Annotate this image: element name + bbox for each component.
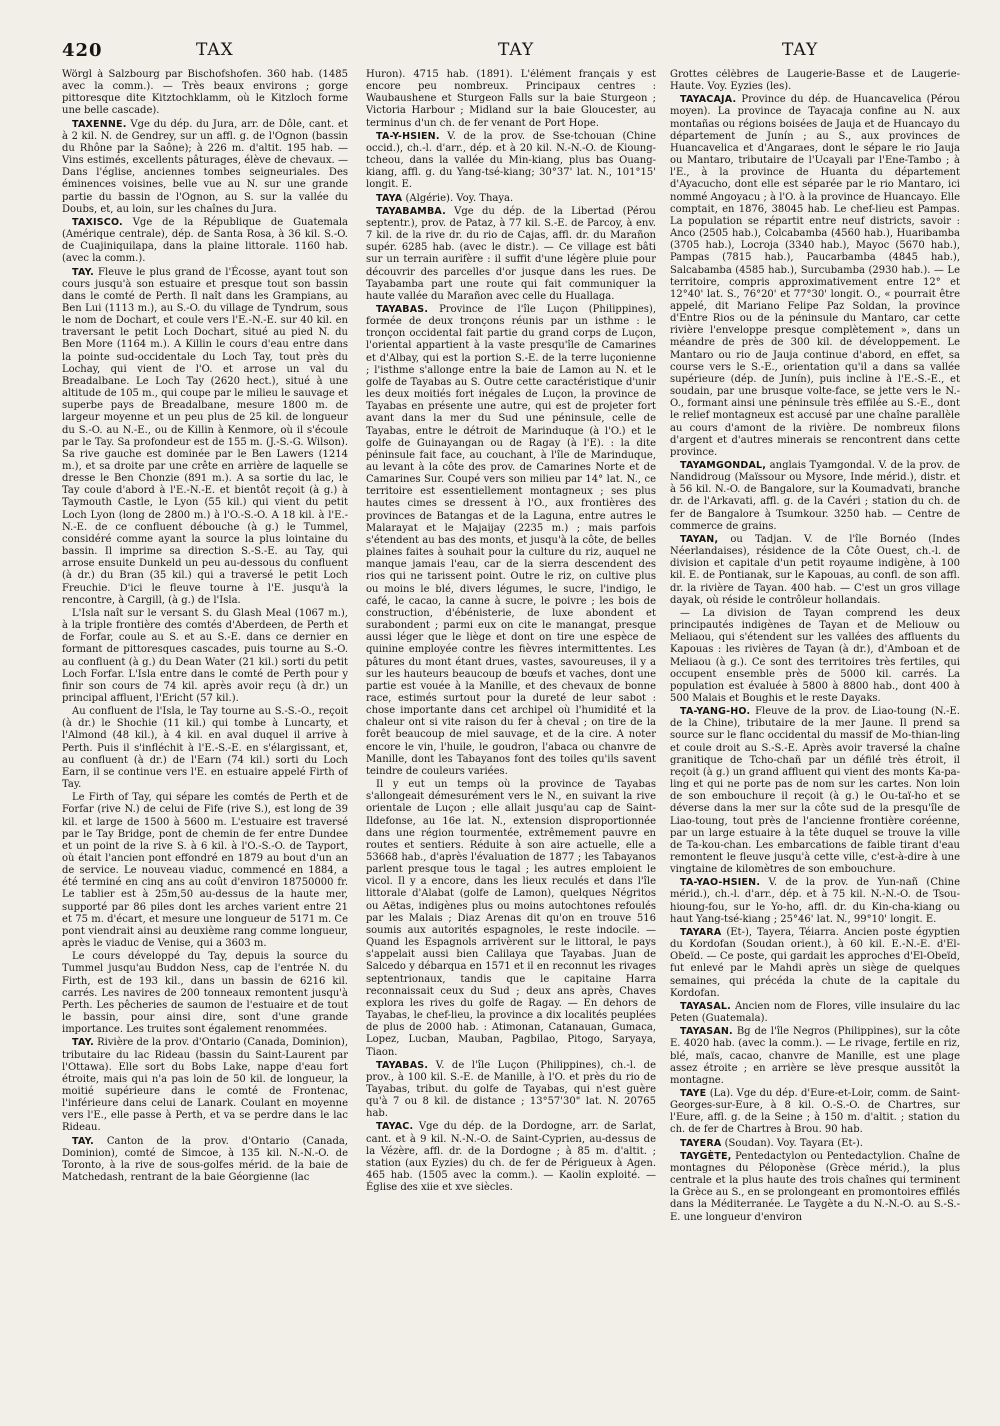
entry-text: Au confluent de l'Isla, le Tay tourne au S.-S.-O., reçoit (à dr.) le Shochie (11 kil.) qui tombe à Luncarty, et l'Almond (48 kil.), à 4 kil. en aval duquel il arrive à Perth. Puis il s'infléchit à l'E.-S.-E. en s'élargissant, et, au confluent (à dr.) de l'Earn (74 kil.) sorti du Loch Earn, il se continue vers l'E. en estuaire appelé Firth of Tay. [62, 706, 348, 791]
dictionary-entry [366, 69, 656, 130]
running-header [62, 40, 972, 70]
dictionary-entry [670, 1001, 960, 1025]
entry-text: ou Tadjan. V. de l'île Bornéo (Indes Néerlandaises), résidence de la Côte Ouest, ch.-l. de division et capitale d'un petit royaume indigène, à 100 kil. E. de Pontianak, sur le Kapouas, au confl. de son affl. dr. la rivière de Tayan. 400 hab. — C'est un gros village dayak, où réside le contrôleur hollandais. [670, 533, 960, 606]
entry-headword: TAYACAJA. [680, 94, 737, 106]
dictionary-entry [670, 1151, 960, 1224]
dictionary-entry [366, 1060, 656, 1121]
dictionary-entry [366, 206, 656, 303]
dictionary-entry [670, 927, 960, 1000]
entry-text: Bg de l'île Negros (Philippines), sur la côte E. 4020 hab. (avec la comm.). — Le rivage, fertile en riz, blé, maïs, cacao, chanvre de Manille, est une plage assez étroite ; en arrière se lève presque aussitôt la montagne. [670, 1026, 960, 1086]
entry-text: V. de la prov. de Sse-tchouan (Chine occid.), ch.-l. d'arr., dép. et à 20 kil. N.-N.-O. de Kioung-tcheou, dans la vallée du Min-kiang, plus bas Ouang-kiang, affl. g. du Yang-tsé-kiang; 30°37' lat. N., 101°15' longit. E. [366, 130, 656, 191]
entry-text: V. de la prov. de Yun-nañ (Chine mérid.), ch.-l. d'arr., dép. et à 75 kil. N.-N.-O. de Tsou-hioung-fou, sur le Yo-ho, affl. dr. du Kin-cha-kiang ou haut Yang-tsé-kiang ; 25°46' lat. N., 99°10' longit. E. [670, 877, 960, 925]
dictionary-entry [62, 119, 348, 216]
running-head-right: TAY [782, 40, 819, 60]
dictionary-entry [670, 69, 960, 93]
entry-text: L'Isla naît sur le versant S. du Glash Meal (1067 m.), à la triple frontière des comtés d'Aberdeen, de Perth et de Forfar, coule au S. et au S.-E. dans ce dernier en formant de pittoresques cascades, puis tourne au S.-O. au confluent (à g.) du Dean Water (21 kil.) sorti du petit Loch Forfar. L'Isla entre dans le comté de Perth pour y finir son cours de 74 kil. après avoir reçu (à dr.) un principal affluent, l'Ericht (57 kil.). [62, 607, 348, 704]
entry-text: Vge du dép. de la Dordogne, arr. de Sarlat, cant. et à 9 kil. N.-N.-O. de Saint-Cyprien, au-dessus de la Vézère, affl. dr. de la Dordogne ; à 85 m. d'altit. ; station (aux Eyzies) du ch. de fer de Périgueux à Agen. 465 hab. (1505 avec la comm.). — Kaolin exploité. — Église des xiie et xve siècles. [366, 1121, 656, 1194]
entry-text: Vge de la République de Guatemala (Amérique centrale), dép. de Santa Rosa, à 36 kil. S.-O. de Cuajiniquilapa, dans la plaine littorale. 1160 hab. (avec la comm.). [62, 216, 348, 265]
dictionary-entry [670, 94, 960, 459]
entry-headword: TAYABAS. [376, 303, 429, 315]
entry-text: (La). Vge du dép. d'Eure-et-Loir, comm. de Saint-Georges-sur-Eure, à 8 kil. O.-S.-O. de Chartres, sur l'Eure, affl. g. de la Seine ; à 150 m. d'altit. ; station du ch. de fer de Chartres à Brou. 90 hab. [670, 1087, 960, 1136]
dictionary-entry [670, 534, 960, 607]
entry-text: Il y eut un temps où la province de Tayabas s'allongeait démesurément vers le N., en suivant la rive orientale de Luçon ; elle allait jusqu'au cap de Saint-Ildefonse, au 16e lat. N., extension disproportionnée dans une région tourmentée, extrêmement pauvre en routes et sentiers. Réduite à son aire actuelle, elle a 53668 hab., d'après l'évaluation de 1877 ; les Tabayanos parlent presque tous le tagal ; les autres emploient le vicol. Il y a encore, dans les lieux reculés et dans l'île littorale d'Alabat (golfe de Lamon), quelques Négritos ou Aëtas, indigènes plus ou moins autochtones refoulés par les Malais ; Diaz Arenas dit qu'on en trouve 516 soumis aux autorités espagnoles, le reste indocile. — Quand les Espagnols arrivèrent sur le littoral, le pays s'appelait aussi bien Calilaya que Tayabas. Juan de Salcedo y débarqua en 1571 et il en reconnut les rivages septentrionaux, tandis que le capitaine Harra reconnaissait ceux du Sud ; deux ans après, Chaves explora les rives du golfe de Ragay. — En dehors de Tayabas, le chef-lieu, la province a dix localités peuplées de plus de 2000 hab. : Atimonan, Catanauan, Gumaca, Lopez, Lucban, Mauban, Pagbilao, Pitogo, Saryaya, Tiaon. [366, 779, 656, 1058]
entry-text: Vge du dép. du Jura, arr. de Dôle, cant. et à 2 kil. N. de Gendrey, sur un affl. g. de l'Ognon (bassin du Rhône par la Saône); à 226 m. d'altit. 195 hab. — Vins estimés, excellents pâturages, élève de chevaux. — Dans l'église, anciennes tombes seigneuriales. Des éminences voisines, belle vue au N. sur une grande partie du bassin de l'Ognon, au S. sur la vallée du Doubs, et, au loin, sur les chaînes du Jura. [62, 118, 348, 215]
dictionary-entry [366, 193, 656, 205]
entry-text: Province de l'île Luçon (Philippines), formée de deux tronçons réunis par un isthme : le tronçon occidental fait partie du grand corps de Luçon, l'oriental appartient à la vaste presqu'île de Camarines et d'Albay, qui est la portion S.-E. de la terre luçonienne ; l'isthme s'allonge entre la baie de Lamon au N. et le golfe de Tayabas au S. Outre cette caractéristique d'unir les deux moitiés fort inégales de Luçon, la province de Tayabas en présente une autre, qui est de projeter fort avant dans la mer du Sud une péninsule, celle de Tayabas, entre le détroit de Marinduque (à l'O.) et le golfe de Guinayangan ou de Ragay (à l'E). : la dite péninsule fait face, au couchant, à l'île de Marinduque, au levant à la côte des prov. de Camarines Norte et de Camarines Sur. Coupé vers son milieu par 14° lat. N., ce territoire est essentiellement montagneux ; ses plus hautes cimes se dressent à l'O., aux frontières des provinces de Batangas et de la Laguna, entre autres le Malarayat et le Majaijay (2235 m.) ; mais parfois s'étendent au bas des monts, et jusqu'à la côte, de belles plaines faites à souhait pour la culture du riz, auquel ne manque jamais l'eau, car de la sierra descendent des rios qui ne tarissent point. Outre le riz, on cultive plus ou moins le blé, divers légumes, le sucre, l'indigo, le café, le cacao, la canne à sucre, le poivre ; les bois de construction, d'ébénisterie, de luxe abondent et surabondent ; parmi eux on cite le manangat, presque aussi léger que le liège et dont on tire une espèce de quinine employée contre les fièvres intermittentes. Les pâtures du mont étant drues, vastes, savoureuses, il y a sur les hauteurs beaucoup de bœufs et vaches, dont une partie est vouée à la Manille, et des chevaux de bonne race, estimés surtout pour la dureté de leur sabot : chose importante dans cet archipel où l'humidité et la chaleur ont si vite raison du fer à cheval ; on tire de la forêt beaucoup de miel sauvage, et de la cire. A noter encore le vin, l'huile, le goudron, l'abaca ou chanvre de Manille, dont les Tabayanos font des toiles qu'ils savent teindre de couleurs variées. [366, 303, 656, 777]
entry-headword: TAYABAMBA. [376, 205, 446, 217]
entry-headword: TAYGÈTE, [680, 1150, 732, 1162]
dictionary-entry [670, 1026, 960, 1087]
entry-headword: TAY. [72, 1135, 94, 1147]
entry-headword: TA-Y-HSIEN. [376, 130, 440, 142]
dictionary-entry [670, 877, 960, 926]
dictionary-entry [366, 131, 656, 192]
entry-headword: TAYAC. [376, 1121, 414, 1133]
entry-text: Canton de la prov. d'Ontario (Canada, Dominion), comté de Simcoe, à 135 kil. N.-N.-O. de Toronto, à la rive de sous-golfes mérid. de la baie de Matchedash, rentrant de la baie Géorgienne (lac [62, 1135, 348, 1184]
dictionary-entry [670, 1138, 960, 1150]
dictionary-entry [62, 217, 348, 266]
dictionary-entry [62, 608, 348, 705]
entry-text: Huron). 4715 hab. (1891). L'élément français y est encore peu nombreux. Principaux centres : Waubaushene et Sturgeon Falls sur la baie Sturgeon ; Victoria Harbour ; Midland sur la baie Gloucester, au terminus d'un ch. de fer venant de Port Hope. [366, 69, 656, 129]
column-middle [366, 69, 656, 1412]
entry-text: Fleuve le plus grand de l'Écosse, ayant tout son cours jusqu'à son estuaire et presque tout son bassin dans le comté de Perth. Il naît dans les Grampians, au Ben Lui (1113 m.), au S.-O. du village de Tyndrum, sous le nom de Dochart, et coule vers l'E.-N.-E. sur 40 kil. en traversant le petit Loch Dochart, situé au pied N. du Ben More (1164 m.). A Killin le cours d'eau entre dans la pointe sud-occidentale du Loch Tay, tout près du Lochay, qui vient de l'O. et arrose un val du Breadalbane. Le Loch Tay (2620 hect.), situé à une altitude de 105 m., qui coupe par le milieu le sauvage et superbe pays de Breadalbane, mesure 1800 m. de largeur moyenne et un peu plus de 25 kil. de longueur du S.-O. au N.-E., ou de Killin à Kenmore, où il s'écoule par le Tay. Sa profondeur est de 155 m. (J.-S.-G. Wilson). Sa rive gauche est dominée par le Ben Lawers (1214 m.), et sa droite par une crête en arrière de laquelle se dresse le Ben Chonzie (891 m.). A sa sortie du lac, le Tay coule d'abord à l'E.-N.-E. et bientôt reçoit (à g.) à Taymouth Castle, le Lyon (55 kil.) qui vient du petit Loch Lyon (long de 2800 m.) à l'O.-S.-O. A 18 kil. à l'E.-N.-E. de ce confluent débouche (à g.) le Tummel, considéré comme ayant la source la plus lointaine du bassin. Il imprime sa direction S.-S.-E. au Tay, qui arrose ensuite Dunkeld un peu au-dessous du confluent (à dr.) du Bran (35 kil.) qui a traversé le petit Loch Freuchie. D'ici le fleuve tourne à l'E. jusqu'à la rencontre, à Cargill, (à g.) de l'Isla. [62, 266, 348, 606]
entry-headword: TAYARA [680, 926, 722, 938]
entry-text: (Soudan). Voy. Tayara (Et-). [724, 1137, 863, 1149]
entry-text: Rivière de la prov. d'Ontario (Canada, Dominion), tributaire du lac Rideau (bassin du Saint-Laurent par l'Ottawa). Elle sort du Bobs Lake, nappe d'eau fort étroite, mais qui n'a pas loin de 50 kil. de longueur, la moitié supérieure dans le comté de Frontenac, l'inférieure dans celui de Lanark. Coulant en moyenne vers l'E., elle passe à Perth, et va se perdre dans le lac Rideau. [62, 1037, 348, 1134]
dictionary-entry [366, 1121, 656, 1194]
entry-headword: TAYASAN. [680, 1026, 733, 1038]
dictionary-entry [62, 792, 348, 950]
entry-headword: TAY. [72, 266, 94, 278]
entry-headword: TAYABAS. [376, 1059, 429, 1071]
running-head-center: TAY [498, 40, 535, 60]
entry-text: Fleuve de la prov. de Liao-toung (N.-E. de la Chine), tributaire de la mer Jaune. Il prend sa source sur le flanc occidental du massif de Mo-thian-ling et coule droit au S.-S.-E. Après avoir traversé la chaîne granitique de Tcho-chañ par un défilé très étroit, il reçoit (à g.) un grand affluent qui vient des monts Ka-pa-ling et qui ne porte pas de nom sur les cartes. Non loin de son embouchure il reçoit (à g.) le Ou-taï-ho et se déverse dans la mer sur la côte sud de la presqu'île de Liao-toung, tout près de l'ancienne frontière coréenne, par un large estuaire à la tête duquel se trouve la ville de Ta-kou-chan. Les embarcations de faible tirant d'eau remontent le fleuve jusqu'à cette ville, c'est-à-dire à une vingtaine de kilomètres de son embouchure. [670, 706, 960, 876]
running-head-left: TAX [196, 40, 234, 60]
dictionary-entry [62, 267, 348, 607]
entry-text: Ancien nom de Flores, ville insulaire du lac Peten (Guatemala). [670, 1000, 960, 1025]
entry-headword: TAYAN, [680, 533, 719, 545]
dictionary-entry [670, 608, 960, 705]
entry-text: Vge du dép. de la Libertad (Pérou septentr.), prov. de Pataz, à 77 kil. S.-E. de Parcoy, à env. 7 kil. de la rive dr. du rio de Cajas, affl. dr. du Marañon supér. 6285 hab. (avec le distr.). — Ce village est bâti sur un terrain aurifère : il suffit d'une légère pluie pour découvrir des parcelles d'or jusque dans les rues. De Tayabamba part une route qui fait communiquer la haute vallée du Marañon avec celle du Huallaga. [366, 205, 656, 302]
entry-headword: TAYE [680, 1087, 707, 1099]
entry-headword: TAYAMGONDAL, [680, 460, 767, 471]
entry-headword: TAXENNE. [72, 118, 127, 130]
dictionary-entry [62, 69, 348, 118]
dictionary-entry [62, 951, 348, 1036]
entry-text: Pentedactylon ou Pentedactylion. Chaîne de montagnes du Péloponèse (Grèce mérid.), la plus centrale et la plus haute des trois chaînes qui terminent la Grèce au S., en se prolongeant en promontoires effilés dans la Méditerranée. Le Taygète a du N.-N.-O. au S.-S.-E. une longueur d'environ [670, 1150, 960, 1223]
dictionary-entry [62, 706, 348, 791]
entry-text: anglais Tyamgondal. V. de la prov. de Nandidroug (Maïssour ou Mysore, Inde mérid.), distr. et à 56 kil. N.-O. de Bangalore, sur la Koumadvati, branche dr. de l'Arkavati, affl. g. de la Cavéri ; station du ch. de fer de Bangalore à Tsumkour. 3250 hab. — Centre de commerce de grains. [670, 460, 960, 532]
dictionary-entry [670, 706, 960, 876]
entry-text: Le Firth of Tay, qui sépare les comtés de Perth et de Forfar (rive N.) de celui de Fife (rive S.), est long de 39 kil. et large de 1500 à 5600 m. L'estuaire est traversé par le Tay Bridge, pont de chemin de fer entre Dundee et un point de la rive S. à 6 kil. à l'O.-S.-O. de Tayport, où était l'ancien pont effondré en 1879 au bout d'un an de service. Le nouveau viaduc, commencé en 1884, a été terminé en cinq ans au coût d'environ 18750000 fr. Le tablier est à 25m,50 au-dessus de la haute mer, supporté par 86 piles dont les arches varient entre 21 et 75 m. d'écart, et mesure une longueur de 5171 m. Ce pont viendrait ainsi au deuxième rang comme longueur, après le viaduc de Venise, qui a 3603 m. [62, 792, 348, 950]
column-right [670, 69, 960, 1412]
entry-text: V. de l'île Luçon (Philippines), ch.-l. de prov., à 100 kil. S.-E. de Manille, à l'O. et près du rio de Tayabas, tribut. du golfe de Tayabas, qui n'est guère qu'à 7 ou 8 kil. de distance ; 13°57'30" lat. N. 20765 hab. [366, 1059, 656, 1120]
entry-headword: TAY. [72, 1037, 94, 1049]
dictionary-entry [670, 1088, 960, 1137]
column-left [62, 69, 348, 1412]
entry-headword: TAYASAL. [680, 1000, 731, 1012]
entry-text: Province du dép. de Huancavelica (Pérou moyen). La province de Tayacaja confine au N. aux montañas ou régions boisées de Jauja et de Huancayo du département de Junín ; au S., aux provinces de Huancavelica et d'Angaraes, dont le sépare le rio Jauja ou Mantaro, tributaire de l'Ucayali par l'Ene-Tambo ; à l'E., à la province de Huanta du département d'Ayacucho, dont elle est séparée par le rio Mantaro, ici nommé Angoyacu ; à l'O. à la province de Huancayo. Elle comptait, en 1876, 38045 hab. Le chef-lieu est Pampas. La population se répartit entre neuf districts, savoir : Anco (2505 hab.), Colcabamba (4560 hab.), Huaribamba (3705 hab.), Locroja (3340 hab.), Mayoc (5670 hab.), Pampas (7815 hab.), Paucarbamba (4845 hab.), Salcabamba (4585 hab.), Surcubamba (2930 hab.). — Le territoire, compris approximativement entre 12° et 12°40' lat. S., 76°20' et 77°30' longit. O., « pourrait être appelé, dit Mariano Felipe Paz Soldan, la province d'Entre Rios ou de la péninsule du Mantaro, car cette rivière l'enveloppe presque complètement », dans un méandre de près de 300 kil. de développement. Le Mantaro ou rio de Jauja continue d'abord, en effet, sa course vers le S.-E., orientation qu'il a dans sa vallée supérieure (dép. de Junín), puis incline à l'E.-S.-E., et soudain, par une brusque volte-face, se jette vers le N.-O., formant ainsi une péninsule très effilée au S.-E., dont le relief montagneux est accusé par une chaîne parallèle au cours d'amont de la rivière. De nombreux filons d'argent et d'autres minerais se rencontrent dans cette province. [670, 94, 960, 458]
dictionary-entry [366, 779, 656, 1059]
entry-text: Le cours développé du Tay, depuis la source du Tummel jusqu'au Buddon Ness, cap de l'entrée N. du Firth, est de 193 kil., dans un bassin de 6216 kil. carrés. Les navires de 200 tonneaux remontent jusqu'à Perth. Les pêcheries de saumon de l'estuaire et de tout le bassin, pour ainsi dire, sont d'une grande importance. Les truites sont également renommées. [62, 951, 348, 1036]
entry-text: (Algérie). Voy. Thaya. [405, 192, 514, 204]
entry-text: Grottes célèbres de Laugerie-Basse et de Laugerie-Haute. Voy. Eyzies (les). [670, 69, 960, 93]
dictionary-entry [62, 1136, 348, 1185]
page-number: 420 [62, 40, 103, 61]
dictionary-entry [670, 460, 960, 533]
entry-headword: TAYA [376, 192, 403, 204]
entry-headword: TA-YANG-HO. [680, 706, 751, 718]
entry-text: — La division de Tayan comprend les deux principautés indigènes de Tayan et de Meliouw ou Meliaou, qui s'étendent sur les vallées des affluents du Kapouas : les rivières de Tayan (à dr.), d'Amboan et de Meliaou (à g.). Ce sont des territoires très fertiles, qui occupent ensemble près de 5000 kil. carrés. La population est évaluée à 5800 à 8800 hab., dont 400 à 500 Malais et Boughis et le reste Dayaks. [670, 607, 960, 704]
entry-text: (Et-), Tayera, Téiarra. Ancien poste égyptien du Kordofan (Soudan orient.), à 60 kil. E.-N.-E. d'El-Obeïd. — Ce poste, qui gardait les approches d'El-Obeïd, fut enlevé par le Mahdi après un siège de quelques semaines, qui précéda la chute de la capitale du Kordofan. [670, 926, 960, 999]
entry-headword: TA-YAO-HSIEN. [680, 877, 761, 889]
entry-headword: TAYERA [680, 1137, 722, 1149]
dictionary-entry [366, 304, 656, 778]
entry-text: Wörgl à Salzbourg par Bischofshofen. 360 hab. (1485 avec la comm.). — Très beaux environs ; gorge pittoresque dite Kitztochklamm, où le Kitzloch forme une belle cascade). [62, 69, 348, 117]
dictionary-entry [62, 1037, 348, 1134]
entry-headword: TAXISCO. [72, 216, 123, 228]
